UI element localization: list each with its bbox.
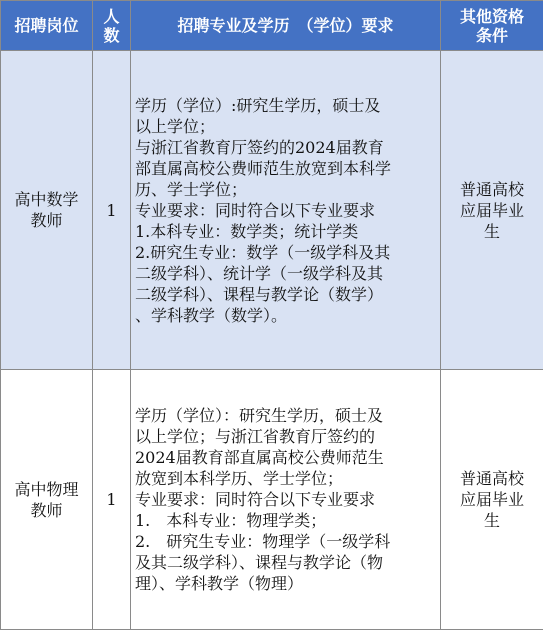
requirement-line: 1. 本科专业：物理学类； [135, 511, 327, 530]
requirements-cell [131, 51, 441, 370]
header-other-line1: 其他资格 [459, 6, 524, 26]
requirement-line: 二级学科）、课程与教学论（数学） [135, 284, 384, 304]
requirement-line: 以上学位；与浙江省教育厅签约的 [135, 427, 376, 446]
header-count [93, 1, 131, 51]
requirement-line: 理）、学科教学（物理） [135, 574, 304, 593]
header-row [1, 1, 543, 51]
other-line3: 生 [483, 221, 500, 241]
count-cell: 1 [93, 51, 131, 370]
other-line2: 应届毕业 [459, 490, 524, 509]
requirement-line: 、学科教学（数学）。 [135, 305, 288, 325]
requirement-line: 二级学科）、统计学（一级学科及其 [135, 263, 384, 283]
position-cell [1, 51, 93, 370]
header-other-line2: 条件 [475, 25, 508, 45]
header-other [441, 1, 543, 51]
other-cell [441, 370, 543, 630]
requirement-line: 专业要求：同时符合以下专业要求 [135, 490, 376, 509]
header-requirements: 招聘专业及学历 （学位）要求 [131, 1, 441, 51]
requirement-line: 2.研究生专业：数学（一级学科及其 [135, 242, 391, 262]
requirement-line: 学历（学位）:研究生学历，硕士及 [135, 95, 381, 115]
requirements-cell [131, 370, 441, 630]
header-count-line2: 数 [103, 25, 120, 45]
table-row [1, 370, 543, 630]
requirement-line: 历、学士学位； [135, 179, 248, 199]
table-row [1, 51, 543, 370]
other-line1: 普通高校 [459, 469, 524, 488]
position-line2: 教师 [30, 211, 63, 230]
other-line1: 普通高校 [459, 179, 524, 199]
requirement-line: 2024届教育部直属高校公费师范生 [135, 448, 384, 467]
position-cell [1, 370, 93, 630]
requirement-line: 部直属高校公费师范生放宽到本科学 [135, 158, 392, 178]
requirement-line: 与浙江省教育厅签约的2024届教育 [135, 137, 384, 157]
requirement-line: 专业要求：同时符合以下专业要求 [135, 200, 376, 220]
requirement-line: 以上学位； [135, 116, 216, 136]
requirement-line: 及其二级学科）、课程与教学论（物 [135, 553, 384, 572]
requirement-line: 2. 研究生专业：物理学（一级学科 [135, 532, 391, 551]
position-line1: 高中物理 [14, 479, 79, 499]
requirement-line: 学历（学位）：研究生学历，硕士及 [135, 406, 384, 425]
requirement-line: 1.本科专业：数学类；统计学类 [135, 221, 359, 241]
requirement-line: 放宽到本科学历、学士学位； [135, 469, 344, 488]
count-cell: 1 [93, 370, 131, 630]
position-line2: 教师 [30, 500, 63, 520]
other-cell [441, 51, 543, 370]
other-line3: 生 [483, 511, 500, 530]
other-line2: 应届毕业 [459, 200, 524, 220]
header-count-line1: 人 [103, 6, 120, 26]
header-position: 招聘岗位 [1, 1, 93, 51]
position-line1: 高中数学 [14, 190, 79, 209]
